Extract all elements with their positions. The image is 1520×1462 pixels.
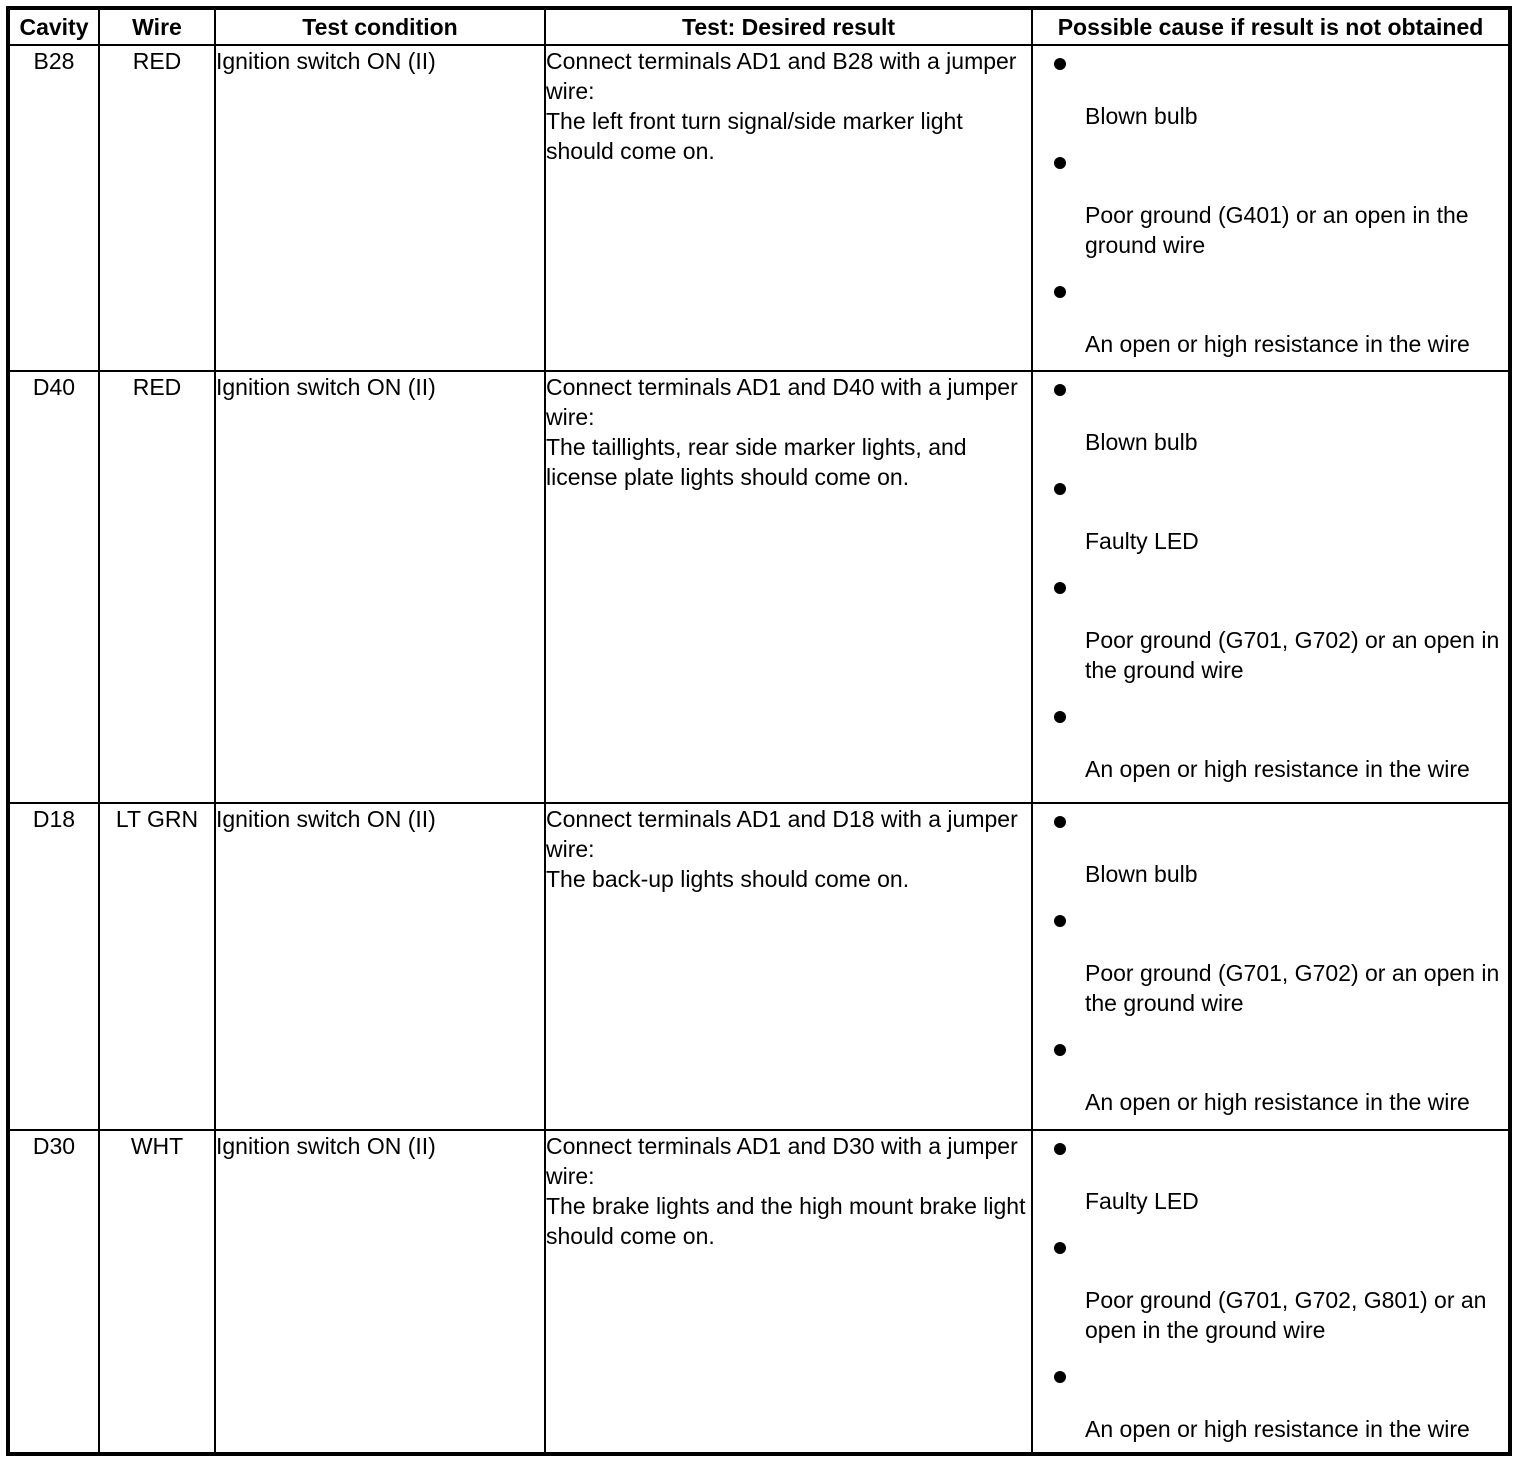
cause-text: Poor ground (G701, G702, G801) or an open in the ground wire (1085, 1287, 1487, 1343)
header-test-condition: Test condition (215, 8, 545, 45)
cause-cell (1032, 45, 1510, 371)
condition-cell: Ignition switch ON (II) (215, 45, 545, 371)
cause-text: Poor ground (G701, G702) or an open in the ground wire (1085, 960, 1500, 1016)
cause-text: An open or high resistance in the wire (1085, 331, 1470, 357)
cause-text: Blown bulb (1085, 103, 1198, 129)
header-row (8, 8, 1510, 45)
result-cell (545, 45, 1032, 371)
wire-cell: RED (99, 45, 215, 371)
cause-cell (1032, 803, 1510, 1130)
cavity-cell: D18 (8, 803, 99, 1130)
result-expectation: The brake lights and the high mount brake light should come on. (546, 1193, 1026, 1249)
cause-cell (1032, 1130, 1510, 1454)
result-instruction: Connect terminals AD1 and D30 with a jumper wire: (546, 1133, 1018, 1189)
result-instruction: Connect terminals AD1 and D40 with a jumper wire: (546, 374, 1018, 430)
cavity-cell: D40 (8, 371, 99, 803)
header-cavity: Cavity (8, 8, 99, 45)
condition-cell: Ignition switch ON (II) (215, 371, 545, 803)
header-wire: Wire (99, 8, 215, 45)
result-cell (545, 803, 1032, 1130)
cause-item (1033, 372, 1508, 457)
cause-item (1033, 274, 1508, 359)
condition-cell: Ignition switch ON (II) (215, 803, 545, 1130)
cause-item (1033, 699, 1508, 784)
test-table (6, 6, 1512, 1456)
cause-item (1033, 570, 1508, 685)
table-row (8, 371, 1510, 803)
cause-item (1033, 1032, 1508, 1117)
result-expectation: The taillights, rear side marker lights, and license plate lights should come on. (546, 434, 967, 490)
cavity-cell: B28 (8, 45, 99, 371)
cause-text: Faulty LED (1085, 1188, 1199, 1214)
cause-text: Poor ground (G701, G702) or an open in the ground wire (1085, 627, 1500, 683)
table-row (8, 803, 1510, 1130)
cause-item (1033, 145, 1508, 260)
wire-cell: WHT (99, 1130, 215, 1454)
result-expectation: The left front turn signal/side marker light should come on. (546, 108, 963, 164)
cause-text: An open or high resistance in the wire (1085, 1416, 1470, 1442)
cause-text: Poor ground (G401) or an open in the ground wire (1085, 202, 1469, 258)
cause-text: An open or high resistance in the wire (1085, 1089, 1470, 1115)
cause-text: Blown bulb (1085, 861, 1198, 887)
cause-item (1033, 1230, 1508, 1345)
cause-text: Blown bulb (1085, 429, 1198, 455)
cause-item (1033, 1131, 1508, 1216)
cause-item (1033, 903, 1508, 1018)
result-cell (545, 1130, 1032, 1454)
result-expectation: The back-up lights should come on. (546, 866, 910, 892)
wire-cell: LT GRN (99, 803, 215, 1130)
cause-item (1033, 804, 1508, 889)
wire-cell: RED (99, 371, 215, 803)
cause-item (1033, 471, 1508, 556)
cause-text: Faulty LED (1085, 528, 1199, 554)
cause-item (1033, 46, 1508, 131)
header-possible-cause: Possible cause if result is not obtained (1032, 8, 1510, 45)
header-desired-result: Test: Desired result (545, 8, 1032, 45)
cause-item (1033, 1359, 1508, 1444)
result-instruction: Connect terminals AD1 and D18 with a jumper wire: (546, 806, 1018, 862)
cavity-cell: D30 (8, 1130, 99, 1454)
table-row (8, 1130, 1510, 1454)
cause-cell (1032, 371, 1510, 803)
cause-text: An open or high resistance in the wire (1085, 756, 1470, 782)
table-row (8, 45, 1510, 371)
result-cell (545, 371, 1032, 803)
result-instruction: Connect terminals AD1 and B28 with a jumper wire: (546, 48, 1017, 104)
condition-cell: Ignition switch ON (II) (215, 1130, 545, 1454)
